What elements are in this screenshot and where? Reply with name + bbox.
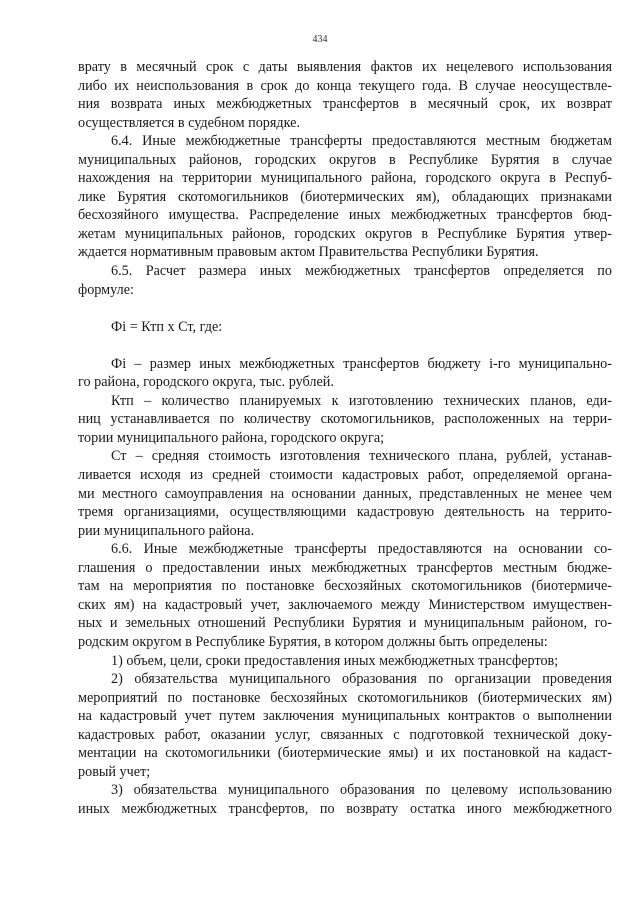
text-line: ниц устанавливается по количеству скотомогильников, расположенных на терри- xyxy=(78,411,612,428)
text-line: ливается исходя из средней стоимости кадастровых работ, определяемой органа- xyxy=(78,467,612,484)
formula-text: Фi = Ктп х Ст, где: xyxy=(111,318,223,335)
text-line: жетам муниципальных районов, городских округов в Республике Бурятия утвер- xyxy=(78,225,612,242)
text-line: мероприятий по постановке бесхозяйных скотомогильников (биотермических ям) xyxy=(78,689,612,706)
text-line: тремя организациями, осуществляющими кадастровую деятельность на террито- xyxy=(78,504,612,521)
paragraph-continuation xyxy=(78,58,612,132)
text-line: иных межбюджетных трансфертов, по возврату остатка иного межбюджетного xyxy=(78,800,612,817)
definition-ktp xyxy=(78,392,612,448)
text-line: Ст – средняя стоимость изготовления технического плана, рублей, устанав- xyxy=(111,448,612,465)
text-line: Фi – размер иных межбюджетных трансфертов бюджету i-го муниципально- xyxy=(111,355,612,372)
text-line: ментации на скотомогильники (биотермические ямы) и их постановкой на кадаст- xyxy=(78,745,612,762)
text-line: осуществляется в судебном порядке. xyxy=(78,114,301,131)
text-line: 6.5. Расчет размера иных межбюджетных трансфертов определяется по xyxy=(111,263,612,280)
text-line: либо их неиспользования в срок до конца текущего года. В случае неосуществле- xyxy=(78,77,612,94)
page-number: 434 xyxy=(312,34,328,45)
text-line: 2) обязательства муниципального образования по организации проведения xyxy=(111,671,612,688)
list-item-2 xyxy=(78,670,612,781)
text-line: 3) обязательства муниципального образования по целевому использованию xyxy=(111,782,612,799)
text-line: формуле: xyxy=(78,281,134,298)
text-line: 1) объем, цели, сроки предоставления иных межбюджетных трансфертов; xyxy=(111,652,559,669)
definition-fi xyxy=(78,355,612,392)
text-line: на кадастровый учет путем заключения муниципальных контрактов о выполнении xyxy=(78,708,612,725)
text-line: врату в месячный срок с даты выявления фактов их нецелевого использования xyxy=(78,59,612,75)
text-line: ровый учет; xyxy=(78,763,151,780)
text-line: муниципальных районов, городских округов в Республике Бурятия в случае xyxy=(78,151,612,168)
text-line: ждается нормативным правовым актом Правительства Республики Бурятия. xyxy=(78,244,539,261)
text-line: ми местного самоуправления на основании данных, представленных не менее чем xyxy=(78,485,612,502)
text-line: родским округом в Республике Бурятия, в котором должны быть определены: xyxy=(78,633,548,650)
text-line: нахождения на территории муниципального района, городского округа в Респуб- xyxy=(78,170,612,187)
list-item-3 xyxy=(78,781,612,818)
text-line: ния возврата иных межбюджетных трансфертов в месячный срок, их возврат xyxy=(78,96,612,113)
text-line: ских ям) на кадастровый учет, заключаемого между Министерством имуществен- xyxy=(78,596,612,613)
text-line: Ктп – количество планируемых к изготовлению технических планов, еди- xyxy=(111,392,612,409)
text-line: глашения о предоставлении иных межбюджетных трансфертов местным бюдже- xyxy=(78,559,612,576)
text-line: 6.6. Иные межбюджетные трансферты предоставляются на основании со- xyxy=(111,541,612,558)
paragraph-6-4 xyxy=(78,132,612,262)
definition-st xyxy=(78,447,612,540)
text-line: там на мероприятия по постановке бесхозяйных скотомогильников (биотермиче- xyxy=(78,578,612,595)
text-line: го района, городского округа, тыс. рублей. xyxy=(78,374,334,391)
document-body xyxy=(78,58,612,818)
text-line: тории муниципального района, городского округа; xyxy=(78,429,385,446)
list-item-1 xyxy=(78,652,612,671)
text-line: кадастровых работ, оказании услуг, связанных с подготовкой технической доку- xyxy=(78,726,612,743)
text-line: ных и земельных отношений Республики Бурятия и муниципальным районом, го- xyxy=(78,615,612,632)
paragraph-6-5 xyxy=(78,262,612,299)
formula xyxy=(78,318,612,337)
text-line: бесхозяйного имущества. Распределение иных межбюджетных трансфертов бюд- xyxy=(78,207,612,224)
text-line: лике Бурятия скотомогильников (биотермических ям), обладающих признаками xyxy=(78,188,612,205)
paragraph-6-6 xyxy=(78,540,612,651)
text-line: рии муниципального района. xyxy=(78,522,255,539)
text-line: 6.4. Иные межбюджетные трансферты предоставляются местным бюджетам xyxy=(111,133,612,150)
